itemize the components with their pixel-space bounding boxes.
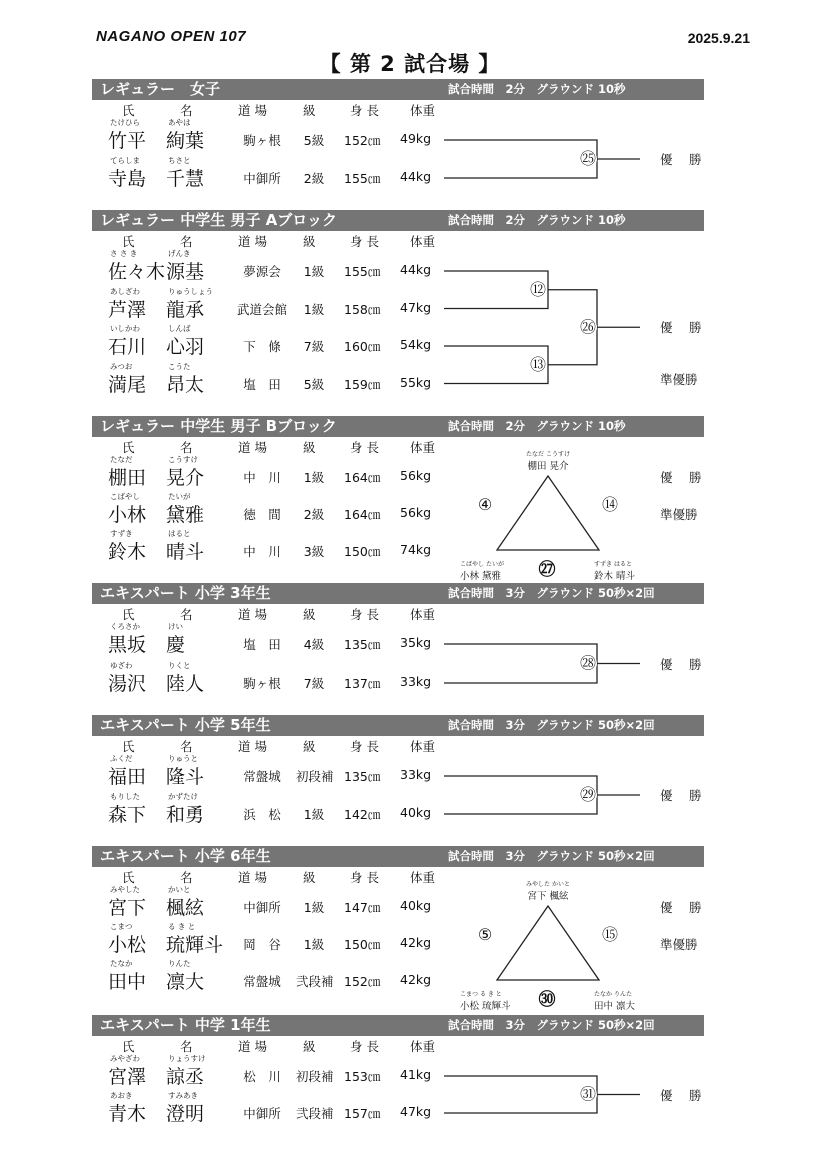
runner-up-label: 準優勝 (660, 507, 698, 522)
column-header-given: 名 (180, 870, 193, 885)
family-name-ruby: ゆざわ (110, 661, 133, 670)
division-block (92, 79, 704, 203)
given-name-ruby: たいが (168, 492, 191, 501)
venue-title: 【 第 2 試合場 】 (319, 52, 501, 76)
division-block (92, 416, 704, 582)
weight: 55kg (400, 374, 432, 390)
column-header-kyu: 級 (303, 739, 316, 754)
match-number: ㉕ (579, 149, 597, 168)
dojo: 駒ヶ根 (243, 676, 281, 691)
column-header-family: 氏 (122, 234, 135, 249)
match-number: ⑤ (477, 925, 493, 944)
given-name-ruby: こうすけ (168, 455, 198, 464)
given-name: 諒丞 (166, 1066, 205, 1088)
weight: 33kg (400, 674, 432, 689)
given-name: 陸人 (166, 673, 205, 695)
family-name: 鈴木 (108, 541, 147, 563)
column-header-dojo: 道 場 (238, 234, 267, 249)
family-name-ruby: こばやし (110, 492, 140, 501)
column-header-given: 名 (180, 739, 193, 754)
height: 135㎝ (344, 637, 381, 652)
match-rule: 試合時間 3分 グラウンド 50秒×2回 (448, 849, 655, 863)
height: 159㎝ (344, 376, 381, 392)
winner-label: 優 勝 (660, 470, 704, 485)
kyu-rank: 1級 (303, 470, 325, 485)
family-name-ruby: すずき (594, 561, 613, 568)
height: 155㎝ (344, 171, 381, 186)
match-number: ㉖ (579, 317, 597, 337)
round-robin-triangle (497, 906, 599, 980)
family-name-ruby: もりした (110, 792, 140, 801)
family-name-ruby: たなか (594, 991, 613, 998)
kyu-rank: 7級 (303, 676, 325, 691)
given-name-ruby: すみあき (168, 1091, 198, 1100)
given-name-ruby: たいが (485, 561, 504, 568)
weight: 35kg (400, 635, 432, 650)
column-header-weight: 体重 (410, 440, 436, 455)
family-name-ruby: たなか (110, 959, 133, 968)
given-name: 晴斗 (166, 541, 205, 563)
kyu-rank: 5級 (303, 133, 325, 148)
height: 164㎝ (344, 470, 381, 485)
bracket-diagram (92, 583, 704, 709)
round-robin-triangle (497, 476, 599, 550)
winner-label: 優 勝 (660, 1087, 704, 1103)
family-name: 黒坂 (108, 634, 147, 656)
family-name: 田中 (594, 1001, 614, 1012)
height: 164㎝ (344, 507, 381, 522)
dojo: 中御所 (243, 1106, 281, 1121)
family-name: 森下 (108, 804, 147, 826)
column-header-dojo: 道 場 (238, 440, 267, 455)
runner-up-label: 準優勝 (660, 371, 698, 387)
family-name-ruby: さ さ き (110, 249, 138, 258)
given-name: 絢葉 (166, 130, 205, 152)
match-number: ④ (477, 495, 493, 514)
match-rule: 試合時間 3分 グラウンド 50秒×2回 (448, 718, 655, 732)
division-block (92, 1015, 704, 1137)
weight: 47kg (400, 1104, 432, 1119)
column-header-family: 氏 (122, 739, 135, 754)
column-header-dojo: 道 場 (238, 739, 267, 754)
division-title: エキスパート 小学 3年生 (100, 584, 271, 602)
column-header-given: 名 (180, 234, 193, 249)
kyu-rank: 初段補 (296, 1069, 334, 1084)
dojo: 駒ヶ根 (243, 133, 281, 148)
dojo: 夢源会 (243, 264, 281, 279)
given-name: 黛雅 (482, 571, 502, 582)
dojo: 下 條 (243, 339, 281, 354)
height: 160㎝ (344, 339, 381, 354)
given-name: 澄明 (166, 1103, 205, 1125)
bracket-line (444, 776, 597, 814)
column-header-height: 身 長 (350, 103, 379, 118)
family-name: 青木 (108, 1103, 147, 1125)
dojo: 浜 松 (243, 807, 281, 822)
division-block (92, 846, 704, 1012)
given-name: 晃介 (549, 461, 569, 472)
family-name-ruby: みやざわ (110, 1054, 140, 1063)
winner-label: 優 勝 (660, 656, 704, 672)
given-name: 隆斗 (166, 766, 205, 788)
weight: 49kg (400, 131, 432, 146)
given-name: 千慧 (166, 168, 205, 190)
family-name-ruby: あおき (110, 1091, 133, 1100)
given-name: 和勇 (166, 804, 205, 826)
family-name-ruby: くろさか (110, 622, 140, 631)
given-name: 琉輝斗 (166, 934, 224, 956)
dojo: 塩 田 (243, 637, 281, 652)
given-name: 楓絃 (549, 891, 569, 902)
family-name: 芦澤 (108, 298, 147, 321)
column-header-family: 氏 (122, 870, 135, 885)
family-name: 小林 (108, 504, 147, 526)
family-name-ruby: てらしま (110, 156, 140, 165)
dojo: 岡 谷 (243, 937, 281, 952)
height: 150㎝ (344, 544, 381, 559)
column-header-dojo: 道 場 (238, 870, 267, 885)
given-name: 楓絃 (166, 897, 205, 919)
height: 153㎝ (344, 1069, 381, 1084)
weight: 47kg (400, 299, 432, 315)
given-name-ruby: はると (613, 561, 632, 568)
bracket-diagram (92, 79, 704, 203)
match-number: ⑭ (601, 495, 619, 514)
column-header-height: 身 長 (350, 607, 379, 622)
dojo: 常盤城 (243, 974, 281, 989)
winner-label: 優 勝 (660, 320, 704, 336)
column-header-weight: 体重 (410, 739, 436, 754)
family-name-ruby: みやした (526, 881, 551, 888)
event-name: NAGANO OPEN 107 (96, 28, 247, 45)
division-title: レギュラー 中学生 男子 Aブロック (100, 211, 337, 229)
division-title: エキスパート 中学 1年生 (100, 1016, 271, 1034)
division-title: エキスパート 小学 6年生 (100, 847, 271, 865)
match-number: ㉛ (579, 1084, 597, 1104)
given-name: 黛雅 (166, 504, 205, 526)
column-header-height: 身 長 (350, 739, 379, 754)
family-name: 石川 (108, 336, 147, 358)
match-rule: 試合時間 2分 グラウンド 10秒 (448, 82, 626, 96)
given-name-ruby: りんた (613, 991, 632, 998)
weight: 33kg (400, 767, 432, 782)
height: 147㎝ (344, 900, 381, 915)
column-header-given: 名 (180, 103, 193, 118)
given-name-ruby: りくと (168, 661, 191, 670)
bracket-diagram (92, 1015, 704, 1137)
bracket-line (444, 644, 597, 683)
kyu-rank: 7級 (303, 339, 325, 354)
given-name-ruby: かいと (551, 881, 570, 888)
family-name-ruby: こばやし (460, 561, 485, 568)
height: 150㎝ (344, 937, 381, 952)
given-name: 琉輝斗 (482, 1001, 511, 1012)
match-rule: 試合時間 2分 グラウンド 10秒 (448, 213, 626, 227)
kyu-rank: 2級 (303, 507, 325, 522)
height: 137㎝ (344, 676, 381, 691)
kyu-rank: 1級 (303, 900, 325, 915)
match-number: ㉚ (538, 990, 556, 1010)
kyu-rank: 2級 (303, 171, 325, 186)
column-header-dojo: 道 場 (238, 1039, 267, 1054)
family-name-ruby: たなだ (110, 455, 133, 464)
family-name-ruby: あしざわ (110, 286, 140, 296)
kyu-rank: 弐段補 (296, 974, 334, 989)
kyu-rank: 1級 (303, 807, 325, 822)
column-header-kyu: 級 (303, 1039, 316, 1054)
kyu-rank: 初段補 (296, 769, 334, 784)
column-header-height: 身 長 (350, 870, 379, 885)
dojo: 中御所 (243, 900, 281, 915)
family-name: 湯沢 (108, 673, 147, 695)
given-name: 心羽 (166, 336, 205, 358)
weight: 56kg (400, 505, 432, 520)
family-name: 鈴木 (594, 571, 614, 582)
match-number: ㉙ (579, 785, 597, 804)
division-title: レギュラー 中学生 男子 Bブロック (100, 417, 337, 435)
kyu-rank: 1級 (303, 301, 325, 317)
dojo: 武道会館 (236, 301, 287, 317)
winner-label: 優 勝 (660, 788, 704, 803)
family-name-ruby: すずき (110, 529, 133, 538)
page-header (0, 0, 820, 80)
column-header-given: 名 (180, 1039, 193, 1054)
column-header-family: 氏 (122, 607, 135, 622)
height: 158㎝ (344, 301, 381, 317)
family-name-ruby: こまつ (110, 922, 133, 931)
column-header-given: 名 (180, 440, 193, 455)
column-header-dojo: 道 場 (238, 607, 267, 622)
column-header-kyu: 級 (303, 607, 316, 622)
given-name-ruby: りゅうと (168, 754, 198, 763)
weight: 44kg (400, 169, 432, 184)
family-name-ruby: みつお (110, 361, 133, 371)
given-name: 昂太 (166, 373, 205, 396)
column-header-height: 身 長 (350, 440, 379, 455)
weight: 40kg (400, 805, 432, 820)
column-header-family: 氏 (122, 103, 135, 118)
given-name-ruby: しんば (168, 324, 191, 333)
winner-label: 優 勝 (660, 152, 704, 167)
column-header-height: 身 長 (350, 1039, 379, 1054)
given-name-ruby: げんき (168, 249, 191, 258)
kyu-rank: 3級 (303, 544, 325, 559)
column-header-kyu: 級 (303, 234, 316, 249)
height: 142㎝ (344, 807, 381, 822)
column-header-kyu: 級 (303, 440, 316, 455)
weight: 42kg (400, 935, 432, 950)
column-header-weight: 体重 (410, 1039, 436, 1054)
match-number: ⑮ (601, 925, 619, 944)
match-number: ⑫ (529, 279, 547, 299)
given-name-ruby: りゅうしょう (168, 286, 213, 296)
family-name: 棚田 (527, 461, 547, 472)
event-date: 2025.9.21 (687, 30, 750, 46)
column-header-kyu: 級 (303, 103, 316, 118)
given-name-ruby: る き と (479, 991, 502, 998)
given-name-ruby: かずたけ (168, 792, 198, 801)
bracket-line (444, 140, 597, 178)
match-number: ⑬ (529, 354, 547, 374)
column-header-dojo: 道 場 (238, 103, 267, 118)
family-name-ruby: たけひら (110, 118, 140, 127)
given-name: 晴斗 (616, 571, 636, 582)
bracket-diagram (92, 210, 704, 408)
weight: 54kg (400, 337, 432, 352)
given-name-ruby: けい (168, 622, 183, 631)
height: 152㎝ (344, 133, 381, 148)
given-name-ruby: ちさと (168, 156, 191, 165)
dojo: 中 川 (243, 470, 281, 485)
column-header-weight: 体重 (410, 607, 436, 622)
height: 157㎝ (344, 1106, 381, 1121)
winner-label: 優 勝 (660, 900, 704, 915)
weight: 42kg (400, 972, 432, 987)
column-header-weight: 体重 (410, 234, 436, 249)
match-rule: 試合時間 3分 グラウンド 50秒×2回 (448, 586, 655, 600)
given-name-ruby: あやは (168, 118, 191, 127)
dojo: 中 川 (243, 544, 281, 559)
bracket-diagram (92, 715, 704, 839)
kyu-rank: 弐段補 (296, 1106, 334, 1121)
family-name: 宮澤 (108, 1066, 147, 1088)
dojo: 中御所 (243, 171, 281, 186)
kyu-rank: 1級 (303, 264, 325, 279)
given-name: 慶 (166, 634, 186, 656)
division-block (92, 715, 704, 839)
column-header-weight: 体重 (410, 870, 436, 885)
family-name: 宮下 (108, 897, 147, 919)
column-header-family: 氏 (122, 440, 135, 455)
given-name-ruby: こうすけ (545, 451, 570, 458)
kyu-rank: 1級 (303, 937, 325, 952)
division-block (92, 583, 704, 709)
family-name: 満尾 (108, 373, 147, 396)
height: 152㎝ (344, 974, 381, 989)
division-title: エキスパート 小学 5年生 (100, 716, 271, 734)
family-name: 小松 (460, 1001, 480, 1012)
weight: 74kg (400, 542, 432, 557)
given-name: 凛大 (616, 1001, 636, 1012)
column-header-weight: 体重 (410, 103, 436, 118)
given-name-ruby: はると (168, 529, 191, 538)
dojo: 常盤城 (243, 769, 281, 784)
dojo: 松 川 (243, 1069, 281, 1084)
given-name-ruby: りんた (168, 959, 191, 968)
family-name-ruby: こまつ (460, 991, 479, 998)
height: 135㎝ (344, 769, 381, 784)
kyu-rank: 4級 (303, 637, 325, 652)
given-name: 凛大 (166, 971, 205, 993)
given-name: 龍承 (166, 298, 205, 321)
kyu-rank: 5級 (303, 376, 325, 392)
column-header-given: 名 (180, 607, 193, 622)
column-header-height: 身 長 (350, 234, 379, 249)
dojo: 徳 間 (243, 507, 281, 522)
weight: 41kg (400, 1067, 432, 1082)
weight: 40kg (400, 898, 432, 913)
division-title: レギュラー 女子 (100, 80, 221, 98)
given-name-ruby: かいと (168, 885, 191, 894)
column-header-family: 氏 (122, 1039, 135, 1054)
division-block (92, 210, 704, 408)
family-name: 田中 (108, 971, 147, 993)
given-name: 晃介 (166, 467, 205, 489)
dojo: 塩 田 (243, 376, 281, 392)
given-name-ruby: こうた (168, 361, 191, 371)
family-name-ruby: たなだ (526, 451, 545, 458)
given-name: 源基 (166, 261, 205, 283)
family-name: 棚田 (108, 467, 147, 489)
weight: 44kg (400, 262, 432, 277)
weight: 56kg (400, 468, 432, 483)
family-name-ruby: みやした (110, 885, 140, 894)
runner-up-label: 準優勝 (660, 937, 698, 952)
column-header-kyu: 級 (303, 870, 316, 885)
given-name-ruby: る き と (168, 922, 196, 931)
family-name-ruby: ふくだ (110, 754, 133, 763)
bracket-line (444, 1076, 597, 1113)
family-name: 佐々木 (108, 261, 166, 283)
match-number: ㉗ (538, 560, 556, 580)
match-rule: 試合時間 2分 グラウンド 10秒 (448, 419, 626, 433)
family-name: 福田 (108, 766, 147, 788)
family-name: 竹平 (108, 130, 147, 152)
height: 155㎝ (344, 264, 381, 279)
family-name: 寺島 (108, 168, 147, 190)
family-name: 小松 (108, 934, 147, 956)
family-name-ruby: いしかわ (110, 324, 140, 333)
family-name: 小林 (460, 571, 480, 582)
family-name: 宮下 (527, 891, 547, 902)
given-name-ruby: りょうすけ (168, 1054, 206, 1063)
match-rule: 試合時間 3分 グラウンド 50秒×2回 (448, 1018, 655, 1032)
match-number: ㉘ (579, 653, 597, 673)
